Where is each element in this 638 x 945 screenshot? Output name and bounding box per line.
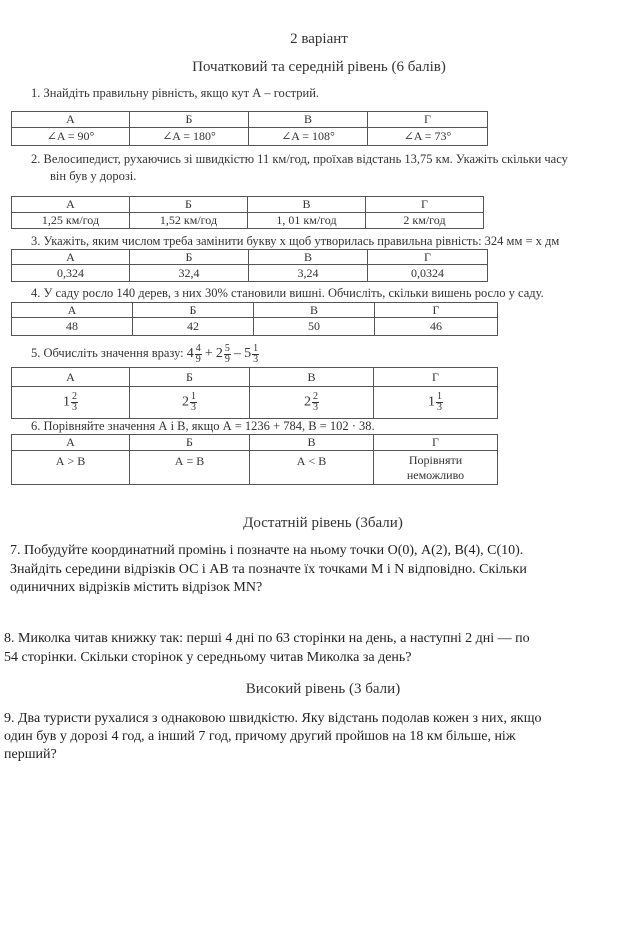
option-letter-v: В [250, 368, 374, 387]
question-6-options [11, 434, 498, 485]
question-9-line-1: 9. Два туристи рухалися з однаковою швидкістю. Яку відстань подолав кожен з них, якщо [4, 711, 542, 726]
option-b: 2 $\frac{1}{3}$ [130, 387, 250, 419]
option-letter-a: А [12, 303, 133, 318]
option-v: А < В [250, 451, 374, 485]
option-letter-b: Б [130, 435, 250, 451]
option-letter-g: Г [374, 368, 498, 387]
option-letter-a: А [12, 197, 130, 213]
option-letter-v: В [248, 197, 366, 213]
expr-term-3-whole: 5 [244, 346, 252, 361]
option-letter-g: Г [374, 435, 498, 451]
question-2-line-2: він був у дорозі. [50, 169, 137, 183]
option-letter-a: А [12, 368, 130, 387]
question-3-text: 3. Укажіть, яким числом треба замінити букву x щоб утворилась правильна рівність: 324 мм = x дм [31, 234, 560, 248]
option-letter-v: В [250, 435, 374, 451]
question-5-text: 5. Обчисліть значення вразу: [31, 346, 184, 360]
question-7-line-3: одиничних відрізків містить відрізок МN? [10, 580, 263, 595]
option-letter-v: В [249, 250, 368, 265]
option-letter-b: Б [130, 250, 249, 265]
question-2-options [11, 196, 484, 229]
option-a: 1 $\frac{2}{3}$ [12, 387, 130, 419]
option-letter-g: Г [375, 303, 498, 318]
expr-op-plus: + [204, 346, 213, 361]
question-5 [31, 340, 259, 367]
option-g: 46 [375, 318, 498, 336]
expr-term-2-fraction: $\frac{5}{9}$ [224, 342, 230, 365]
level-3-heading: Високий рівень (3 бали) [245, 681, 401, 697]
option-b: 42 [133, 318, 254, 336]
question-3-options [11, 249, 488, 282]
option-g [374, 451, 498, 485]
option-g-line-1: Порівняти [408, 452, 463, 467]
question-2-line-1: 2. Велосипедист, рухаючись зі швидкістю 11 км/год, проїхав відстань 13,75 км. Укажіть скільки часу [31, 152, 568, 166]
expr-term-3-fraction: $\frac{1}{3}$ [253, 342, 259, 365]
question-8-line-2: 54 сторінки. Скільки сторінок у середньому читав Миколка за день? [4, 650, 412, 665]
option-a: А > В [12, 451, 130, 485]
question-7-line-2: Знайдіть середини відрізків ОС і АВ та позначте їх точками М і N відповідно. Скільки [10, 562, 527, 577]
level-2-heading: Достатній рівень (3бали) [243, 515, 403, 531]
question-7-line-1: 7. Побудуйте координатний промінь і позначте на ньому точки О(0), А(2), В(4), С(10). [10, 543, 524, 558]
option-a: ∠A = 90° [12, 128, 130, 146]
expr-term-2-whole: 2 [215, 346, 223, 361]
option-v: 50 [254, 318, 375, 336]
option-g: 0,0324 [368, 265, 488, 282]
option-letter-g: Г [366, 197, 484, 213]
option-letter-v: В [249, 112, 368, 128]
option-letter-g: Г [368, 250, 488, 265]
question-9-line-3: перший? [4, 747, 57, 762]
expr-op-minus: – [234, 346, 242, 361]
question-4-text: 4. У саду росло 140 дерев, з них 30% становили вишні. Обчисліть, скільки вишень росло у саду. [31, 286, 544, 300]
option-a: 0,324 [12, 265, 130, 282]
option-v: 1, 01 км/год [248, 213, 366, 229]
option-g: 2 км/год [366, 213, 484, 229]
option-b: 32,4 [130, 265, 249, 282]
option-letter-b: Б [130, 112, 249, 128]
question-4-options [11, 302, 498, 336]
option-letter-g: Г [368, 112, 488, 128]
question-5-options [11, 367, 498, 419]
expr-term-1-fraction: $\frac{4}{9}$ [195, 342, 201, 365]
option-b: А = В [130, 451, 250, 485]
option-b: 1,52 км/год [130, 213, 248, 229]
option-g-line-2: неможливо [406, 467, 465, 482]
option-letter-a: А [12, 250, 130, 265]
question-8-line-1: 8. Миколка читав книжку так: перші 4 дні по 63 сторінки на день, а наступні 2 дні — по [4, 631, 530, 646]
option-a: 1,25 км/год [12, 213, 130, 229]
question-9-line-2: один був у дорозі 4 год, а інший 7 год, причому другий пройшов на 18 км більше, ніж [4, 729, 516, 744]
option-letter-b: Б [133, 303, 254, 318]
option-g: ∠A = 73° [368, 128, 488, 146]
option-letter-v: В [254, 303, 375, 318]
question-1-options [11, 111, 488, 146]
question-1-text: 1. Знайдіть правильну рівність, якщо кут А – гострий. [31, 86, 320, 100]
option-v: 3,24 [249, 265, 368, 282]
level-1-heading: Початковий та середній рівень (6 балів) [192, 59, 446, 75]
option-g: 1 $\frac{1}{3}$ [374, 387, 498, 419]
variant-title: 2 варіант [290, 31, 348, 47]
option-letter-b: Б [130, 197, 248, 213]
option-letter-b: Б [130, 368, 250, 387]
option-letter-a: А [12, 435, 130, 451]
question-6-text: 6. Порівняйте значення А і В, якщо А = 1236 + 784, В = 102 · 38. [31, 419, 375, 433]
option-b: ∠A = 180° [130, 128, 249, 146]
option-v: ∠A = 108° [249, 128, 368, 146]
expr-term-1-whole: 4 [186, 346, 194, 361]
option-letter-a: А [12, 112, 130, 128]
option-a: 48 [12, 318, 133, 336]
option-v: 2 $\frac{2}{3}$ [250, 387, 374, 419]
